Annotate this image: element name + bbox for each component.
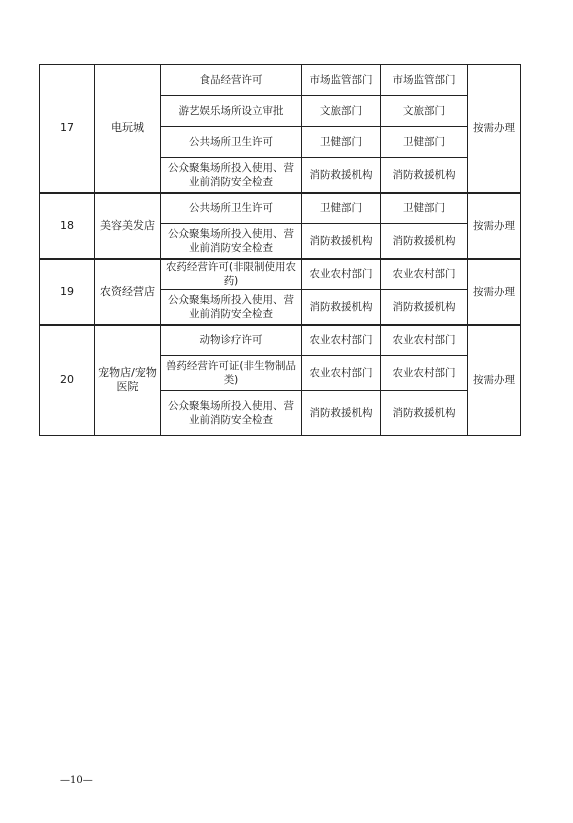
- page-number: —10—: [60, 775, 93, 786]
- permit-item: 动物诊疗许可: [161, 325, 302, 356]
- permit-item: 公众聚集场所投入使用、营业前消防安全检查: [161, 290, 302, 325]
- approving-department: 消防救援机构: [302, 290, 381, 325]
- handling-mode: 按需办理: [468, 65, 521, 193]
- permit-table: [39, 64, 521, 436]
- approving-department: 农业农村部门: [302, 259, 381, 290]
- permit-item: 公共场所卫生许可: [161, 127, 302, 158]
- table-row: [40, 259, 521, 290]
- row-number: 17: [40, 65, 95, 193]
- handling-mode: 按需办理: [468, 259, 521, 325]
- supervising-department: 消防救援机构: [381, 290, 468, 325]
- permit-item: 公共场所卫生许可: [161, 193, 302, 224]
- approving-department: 农业农村部门: [302, 325, 381, 356]
- approving-department: 文旅部门: [302, 96, 381, 127]
- row-number: 19: [40, 259, 95, 325]
- supervising-department: 消防救援机构: [381, 391, 468, 436]
- supervising-department: 农业农村部门: [381, 325, 468, 356]
- permit-item: 兽药经营许可证(非生物制品类): [161, 356, 302, 391]
- permit-item: 公众聚集场所投入使用、营业前消防安全检查: [161, 391, 302, 436]
- approving-department: 农业农村部门: [302, 356, 381, 391]
- permit-item: 公众聚集场所投入使用、营业前消防安全检查: [161, 224, 302, 259]
- approving-department: 卫健部门: [302, 193, 381, 224]
- table-row: [40, 65, 521, 96]
- business-type: 美容美发店: [95, 193, 161, 259]
- approving-department: 消防救援机构: [302, 391, 381, 436]
- supervising-department: 市场监管部门: [381, 65, 468, 96]
- business-type: 电玩城: [95, 65, 161, 193]
- handling-mode: 按需办理: [468, 325, 521, 436]
- approving-department: 卫健部门: [302, 127, 381, 158]
- permit-item: 农药经营许可(非限制使用农药): [161, 259, 302, 290]
- permit-item: 公众聚集场所投入使用、营业前消防安全检查: [161, 158, 302, 193]
- business-type: 农资经营店: [95, 259, 161, 325]
- supervising-department: 卫健部门: [381, 127, 468, 158]
- approving-department: 消防救援机构: [302, 224, 381, 259]
- permit-item: 游艺娱乐场所设立审批: [161, 96, 302, 127]
- supervising-department: 消防救援机构: [381, 224, 468, 259]
- permit-item: 食品经营许可: [161, 65, 302, 96]
- table-row: [40, 193, 521, 224]
- row-number: 20: [40, 325, 95, 436]
- row-number: 18: [40, 193, 95, 259]
- supervising-department: 文旅部门: [381, 96, 468, 127]
- approving-department: 消防救援机构: [302, 158, 381, 193]
- handling-mode: 按需办理: [468, 193, 521, 259]
- approving-department: 市场监管部门: [302, 65, 381, 96]
- supervising-department: 消防救援机构: [381, 158, 468, 193]
- supervising-department: 卫健部门: [381, 193, 468, 224]
- supervising-department: 农业农村部门: [381, 356, 468, 391]
- business-type: 宠物店/宠物医院: [95, 325, 161, 436]
- table-row: [40, 325, 521, 356]
- supervising-department: 农业农村部门: [381, 259, 468, 290]
